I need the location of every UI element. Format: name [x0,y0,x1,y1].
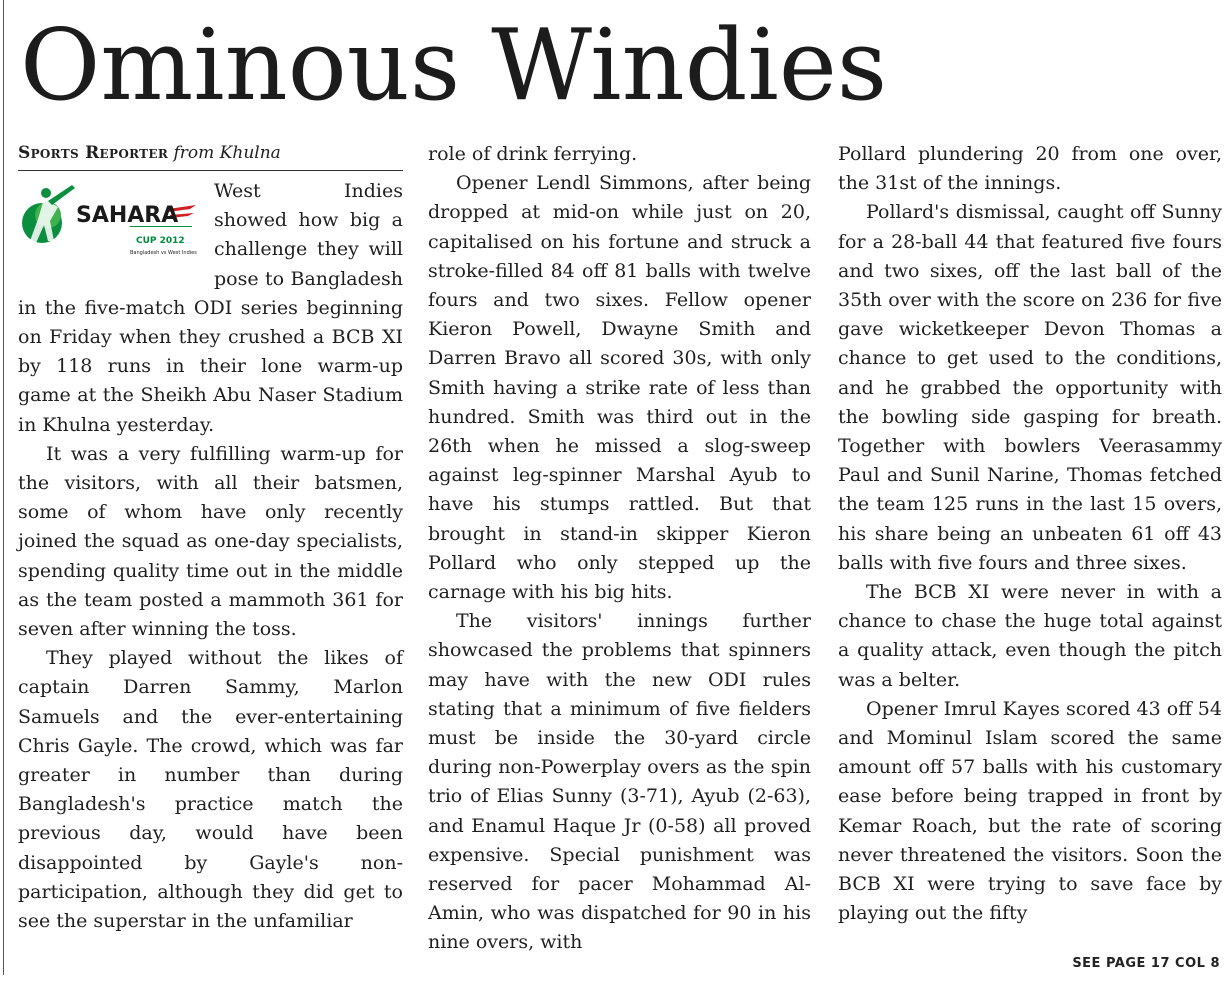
paragraph: role of drink ferrying. [428,143,638,165]
logo-small-text: Bangladesh vs West Indies [130,250,197,256]
byline-divider [18,170,403,171]
paragraph: The BCB XI were never in with a chance to chase the huge total against a quality attack, even though the pitch was a belter. [838,581,1222,691]
paragraph: It was a very fulfilling warm-up for the visitors, with all their batsmen, some of whom have only recently joined the squad as one-day specialists, spending quality time out in the middle as the team posted a mammoth 361 for seven after winning the toss. [18,442,403,641]
logo-title: SAHARA [76,203,179,228]
paragraph: Opener Imrul Kayes scored 43 off 54 and Mominul Islam scored the same amount off 57 balls with his customary ease before being trapped in front by Kemar Roach, but the rate of scoring never threatened the visitors. Soon the BCB XI were trying to save face by playing out the fifty [838,697,1222,925]
article-column-3 [838,140,1222,928]
sahara-cup-logo [18,179,206,265]
logo-subtitle: CUP 2012 [136,236,185,246]
byline [18,140,403,166]
paragraph: Pollard's dismissal, caught off Sunny for a 28-ball 44 that featured five fours and two sixes, off the last ball of the 35th over with the score on 236 for five gave wicketkeeper Devon Thomas a chance to get used to the conditions, and he grabbed the opportunity with the bowling side gasping for breath. Together with bowlers Veerasammy Paul and Sunil Narine, Thomas fetched the team 125 runs in the last 15 overs, his share being an unbeaten 61 off 43 balls with five fours and three sixes. [838,201,1222,574]
article-column-2 [428,140,811,958]
byline-name: Sports Reporter [18,143,169,163]
continued-jump-line: SEE PAGE 17 COL 8 [1072,956,1220,971]
paragraph: Pollard plundering 20 from one over, the 31st of the innings. [838,143,1222,195]
paragraph: They played without the likes of captain Darren Sammy, Marlon Samuels and the ever-entertaining Chris Gayle. The crowd, which was far greater in number than during Bangladesh's practice match the previous day, would have been disappointed by Gayle's non-participation, although they did get to see the superstar in the unfamiliar [18,647,403,933]
left-column-rule [3,0,4,975]
article-column-1 [18,140,403,936]
byline-location: from Khulna [173,143,281,163]
paragraph: West Indies showed how big a challenge they will pose to Bangladesh in the five-match ODI series beginning on Friday when they crushed a BCB XI by 118 runs in their lone warm-up game at the Sheikh Abu Naser Stadium in Khulna yesterday. [18,180,403,436]
headline: Ominous Windies [20,9,888,123]
paragraph: Opener Lendl Simmons, after being dropped at mid-on while just on 20, capitalised on his fortune and struck a stroke-filled 84 off 81 balls with twelve fours and two sixes. Fellow opener Kieron Powell, Dwayne Smith and Darren Bravo all scored 30s, with only Smith having a strike rate of less than hundred. Smith was third out in the 26th when he missed a slog-sweep against leg-spinner Marshal Ayub to have his stumps rattled. But that brought in stand-in skipper Kieron Pollard who only stepped up the carnage with his big hits. [428,172,811,604]
paragraph: The visitors' innings further showcased the problems that spinners may have with the new ODI rules stating that a minimum of five fielders must be inside the 30-yard circle during non-Powerplay overs as the spin trio of Elias Sunny (3-71), Ayub (2-63), and Enamul Haque Jr (0-58) all proved expensive. Special punishment was reserved for pacer Mohammad Al-Amin, who was dispatched for 90 in his nine overs, with [428,610,811,954]
